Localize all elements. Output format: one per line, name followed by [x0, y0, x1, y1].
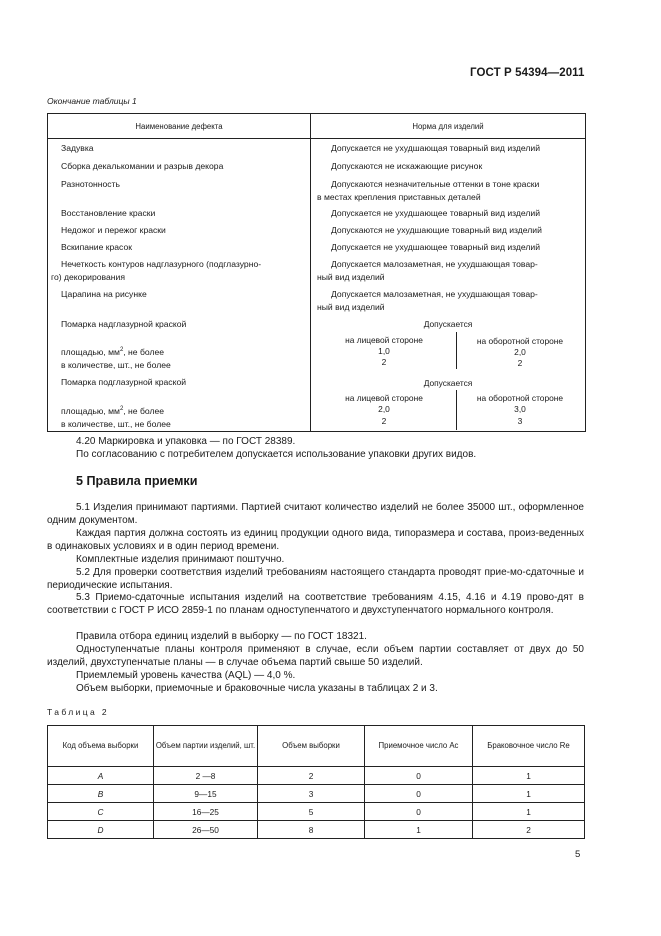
paragraph-packaging: По согласованию с потребителем допускается использование упаковки других видов.: [76, 449, 477, 460]
table-cell: D: [48, 821, 154, 839]
table-cell: 2 —8: [154, 767, 258, 785]
paragraph-5-2: 5.2 Для проверки соответствия изделий требованиям настоящего стандарта проводят прие-мо-сдаточные и периодические испытания.: [47, 567, 584, 591]
table-row: [48, 803, 585, 821]
qty-label: в количестве, шт., не более: [61, 419, 171, 429]
qty-label: в количестве, шт., не более: [61, 360, 171, 370]
column-header: Объем выборки: [258, 726, 365, 767]
table-cell: 16—25: [154, 803, 258, 821]
table-row: [48, 785, 585, 803]
defect-name: Вскипание красок: [61, 242, 132, 252]
defect-norm: Допускается малозаметная, не ухудшающая товар-: [331, 259, 538, 269]
defect-norm: Допускается малозаметная, не ухудшающая товар-: [331, 289, 538, 299]
paragraph-batch: Каждая партия должна состоять из единиц продукции одного вида, типоразмера и состава, произ-веденных в одинаковых условиях и в один период времени.: [47, 528, 584, 552]
back-qty-value: 2: [517, 358, 523, 368]
front-qty-value: 2: [381, 357, 387, 367]
column-header: Код объема выборки: [48, 726, 154, 767]
table-cell: A: [48, 767, 154, 785]
defect-norm: Допускается не ухудшающее товарный вид изделий: [331, 242, 541, 252]
table-cell: B: [48, 785, 154, 803]
defect-name: Восстановление краски: [61, 208, 156, 218]
defect-name: Разнотонность: [61, 179, 121, 189]
defect-name: Задувка: [61, 143, 94, 153]
standard-number: ГОСТ Р 54394—2011: [470, 67, 585, 79]
defect-name: Помарка надглазурной краской: [61, 319, 187, 329]
table1-caption: Окончание таблицы 1: [47, 96, 137, 106]
allowed-label: Допускается: [423, 378, 473, 388]
defect-name-cont: го) декорирования: [51, 272, 125, 282]
back-side-label: на оборотной стороне: [476, 393, 564, 403]
paragraph-4-20: 4.20 Маркировка и упаковка — по ГОСТ 28389.: [76, 436, 296, 447]
section-title: 5 Правила приемки: [76, 474, 198, 488]
paragraph-sets: Комплектные изделия принимают поштучно.: [76, 554, 285, 565]
table-cell: 9—15: [154, 785, 258, 803]
defect-name: Нечеткость контуров надглазурного (подглазурно-: [61, 259, 262, 269]
sampling-table: [47, 725, 585, 839]
defect-norm: Допускаются не искажающие рисунок: [331, 161, 483, 171]
defects-table: [47, 113, 586, 432]
front-area-value: 1,0: [378, 346, 390, 356]
paragraph-sampling: Правила отбора единиц изделий в выборку — по ГОСТ 18321.: [76, 631, 367, 642]
defect-norm-cont: ный вид изделий: [317, 302, 385, 312]
column-header: Объем партии изделий, шт.: [154, 726, 258, 767]
table-header-row: [48, 726, 585, 767]
defect-norm: Допускаются незначительные оттенки в тоне краски: [331, 179, 540, 189]
table-cell: 8: [258, 821, 365, 839]
back-side-label: на оборотной стороне: [476, 336, 564, 346]
table-cell: 0: [365, 767, 473, 785]
column-header-norm: Норма для изделий: [412, 122, 484, 131]
back-qty-value: 3: [517, 416, 523, 426]
back-area-value: 2,0: [514, 347, 526, 357]
table-cell: 26—50: [154, 821, 258, 839]
defect-norm: Допускается не ухудшающая товарный вид изделий: [331, 143, 540, 153]
table-cell: 1: [365, 821, 473, 839]
paragraph-5-1: 5.1 Изделия принимают партиями. Партией считают количество изделий не более 35000 шт., оформленное одним документом.: [47, 502, 584, 526]
front-area-value: 2,0: [378, 404, 390, 414]
table-cell: 3: [258, 785, 365, 803]
table-cell: 1: [473, 785, 585, 803]
defect-norm-cont: ный вид изделий: [317, 272, 385, 282]
back-area-value: 3,0: [514, 404, 526, 414]
table-cell: 5: [258, 803, 365, 821]
area-label: площадью, $мм^2$, не более: [61, 347, 165, 357]
defect-name: Помарка подглазурной краской: [61, 377, 187, 387]
table-cell: 2: [473, 821, 585, 839]
column-header: Приемочное число Ac: [365, 726, 473, 767]
table-cell: C: [48, 803, 154, 821]
table-cell: 0: [365, 785, 473, 803]
table-cell: 2: [258, 767, 365, 785]
area-label: площадью, $мм^2$, не более: [61, 406, 165, 416]
table-cell: 1: [473, 767, 585, 785]
column-header-defect: Наименование дефекта: [135, 122, 223, 131]
defect-name: Сборка декалькомании и разрыв декора: [61, 161, 224, 171]
front-qty-value: 2: [381, 416, 387, 426]
defect-norm: Допускаются не ухудшающие товарный вид изделий: [331, 225, 542, 235]
defect-name: Царапина на рисунке: [61, 289, 147, 299]
table-row: [48, 821, 585, 839]
front-side-label: на лицевой стороне: [345, 393, 423, 403]
paragraph-tables-ref: Объем выборки, приемочные и браковочные числа указаны в таблицах 2 и 3.: [76, 683, 438, 694]
paragraph-aql: Приемлемый уровень качества (AQL) — 4,0 %.: [76, 670, 296, 681]
defect-norm: Допускается не ухудшающее товарный вид изделий: [331, 208, 541, 218]
defect-norm-cont: в местах крепления приставных деталей: [317, 192, 481, 202]
paragraph-5-3: 5.3 Приемо-сдаточные испытания изделий на соответствие требованиям 4.15, 4.16 и 4.19 прово-дят в соответствии с ГОСТ Р ИСО 2859-1 по планам одноступенчатого и двухступенчатого нормального контроля.: [47, 592, 584, 616]
defect-name: Недожог и пережог краски: [61, 225, 166, 235]
table2-caption: Таблица 2: [47, 707, 110, 717]
column-header: Браковочное число Re: [473, 726, 585, 767]
table-cell: 1: [473, 803, 585, 821]
allowed-label: Допускается: [423, 319, 473, 329]
paragraph-plans: Одноступенчатые планы контроля применяют в случае, если объем партии составляет от двух до 50 изделий, двухступенчатые планы — в случае объема партий свыше 50 изделий.: [47, 644, 584, 668]
table-row: [48, 767, 585, 785]
page-number: 5: [575, 849, 581, 860]
table-cell: 0: [365, 803, 473, 821]
front-side-label: на лицевой стороне: [345, 335, 423, 345]
